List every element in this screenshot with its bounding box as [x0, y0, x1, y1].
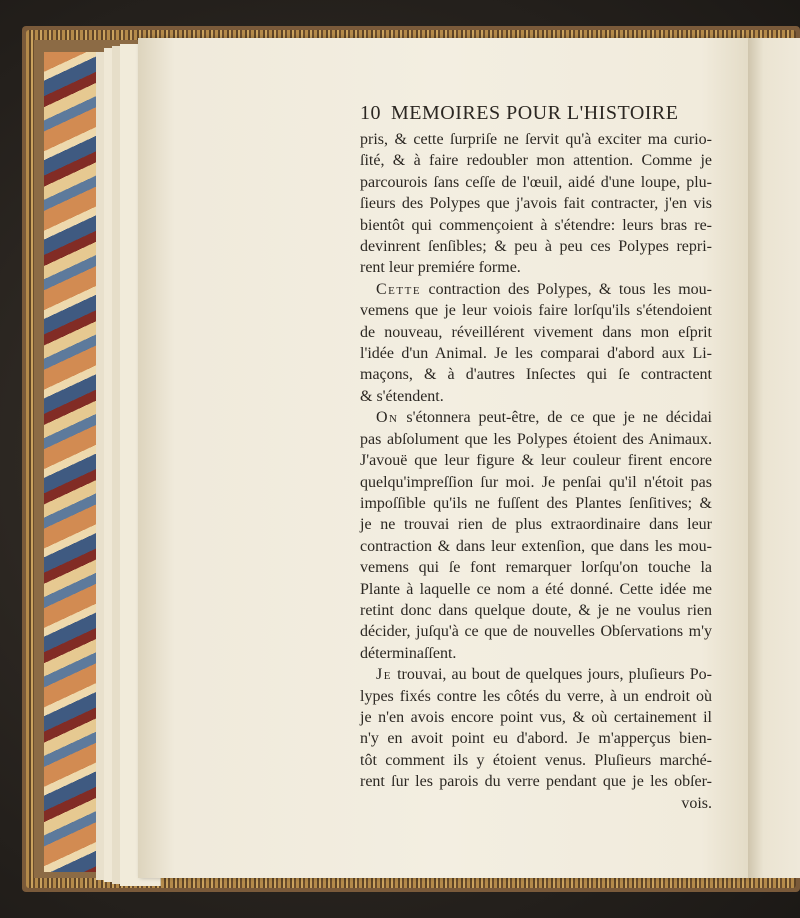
- running-title: MEMOIRES POUR L'HISTOIRE: [391, 102, 679, 124]
- page-number: 10: [360, 102, 381, 124]
- text-line: Cette contraction des Polypes, & tous les mou-: [376, 280, 712, 298]
- text-line: contraction & dans leur extenſion, que dans les mou-: [360, 537, 712, 555]
- text-line: & s'étendent.: [360, 387, 444, 405]
- text-line: devinrent ſenſibles; & peu à peu ces Polypes repri-: [360, 238, 712, 256]
- paragraph-1: [360, 129, 712, 279]
- text-line: je n'en avois encore point vus, & où certainement il: [360, 708, 712, 726]
- text-line: parcourois ſans ceſſe de l'œuil, aidé d'une loupe, plu-: [360, 173, 712, 191]
- text-line: déterminaſſent.: [360, 644, 457, 662]
- text-line: impoſſible qu'ils ne fuſſent des Plantes ſenſitives; &: [360, 494, 712, 512]
- text-line: tôt comment ils y étoient venus. Pluſieurs marché-: [360, 751, 712, 769]
- text-line: retint donc dans quelque doute, & je ne voulus rien: [360, 601, 712, 619]
- lead-word: Je: [376, 666, 392, 684]
- paragraph-3: [360, 407, 712, 664]
- text-line: l'idée d'un Animal. Je les comparai d'abord aux Li-: [360, 345, 712, 363]
- paragraph-2: [360, 279, 712, 407]
- marbled-endpaper: [44, 52, 100, 872]
- text-line: rent leur premiére forme.: [360, 259, 521, 277]
- text-line: ſieurs des Polypes que j'avois fait contracter, j'en vis: [360, 195, 712, 213]
- text-line: On s'étonnera peut-être, de ce que je ne décidai: [376, 409, 712, 427]
- facing-page: [748, 38, 800, 878]
- lead-word: On: [376, 409, 399, 427]
- text-line: Je trouvai, au bout de quelques jours, pluſieurs Po-: [376, 666, 712, 684]
- text-line: rent ſur les parois du verre pendant que je les obſer-: [360, 773, 712, 791]
- text-line: décider, juſqu'à ce que de nouvelles Obſervations m'y: [360, 623, 712, 641]
- text-line: Plante à laquelle ce nom a été donné. Cette idée me: [360, 580, 712, 598]
- running-head: [360, 102, 712, 125]
- text-line: bientôt qui commençoient à s'étendre: leurs bras re-: [360, 216, 712, 234]
- text-line: quelqu'impreſſion ſur moi. Je penſai qu'il n'étoit pas: [360, 473, 712, 491]
- text-line: pas abſolument que les Polypes étoient des Animaux.: [360, 430, 712, 448]
- text-line: de nouveau, réveillérent vivement dans mon eſprit: [360, 323, 712, 341]
- page-text: [360, 102, 712, 814]
- text-line: je ne trouvai rien de plus extraordinaire dans leur: [360, 516, 712, 534]
- paragraph-4: [360, 664, 712, 814]
- catchword: vois.: [681, 794, 712, 812]
- text-line: vemens qui ſe font remarquer lorſqu'on touche la: [360, 559, 712, 577]
- text-line: ſité, & à faire redoubler mon attention. Comme je: [360, 152, 712, 170]
- text-line: n'y en avoit point eu d'abord. Je m'apperçus bien-: [360, 730, 712, 748]
- lead-word: Cette: [376, 280, 422, 298]
- text-line: pris, & cette ſurpriſe ne ſervit qu'à exciter ma curio-: [360, 131, 712, 148]
- text-line: J'avouë que leur figure & leur couleur firent encore: [360, 452, 712, 470]
- text-line: vemens que je leur voiois faire lorſqu'ils s'étendoient: [360, 302, 712, 320]
- text-line: lypes fixés contre les côtés du verre, à un endroit où: [360, 687, 712, 705]
- text-line: maçons, & à d'autres Inſectes qui ſe contractent: [360, 366, 712, 384]
